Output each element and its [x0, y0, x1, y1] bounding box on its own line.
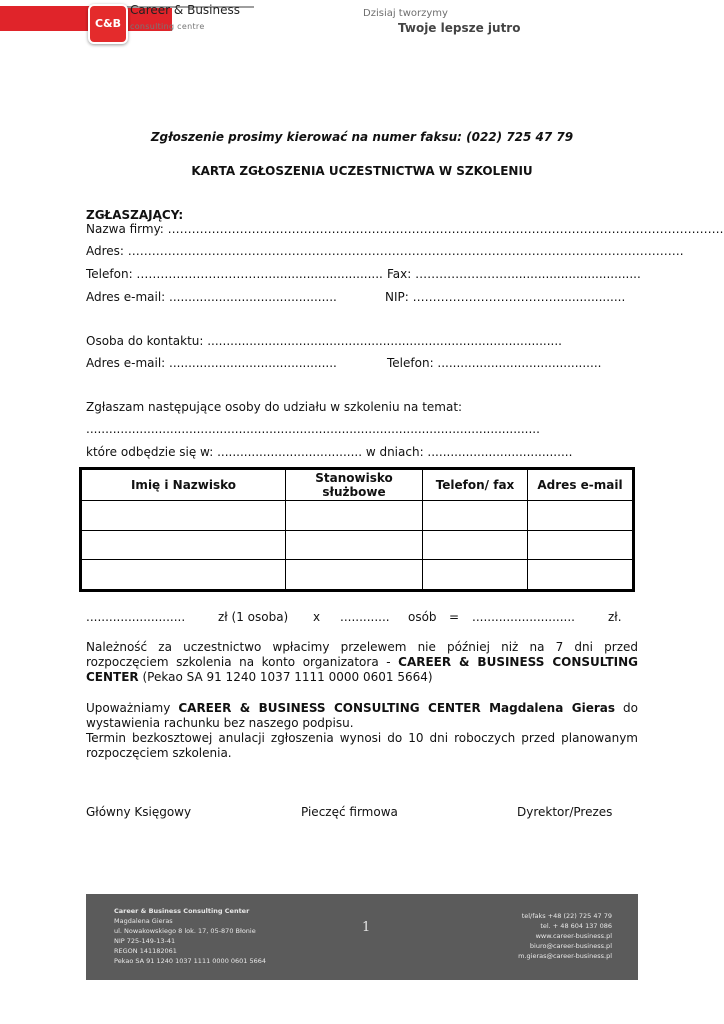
signature-chief-accountant: Główny Księgowy: [86, 805, 192, 819]
footer-owner: Magdalena Gieras: [114, 917, 173, 925]
table-row: [82, 501, 633, 531]
table-cell[interactable]: [286, 501, 423, 531]
contact-person-field[interactable]: Osoba do kontaktu: .............................................................................................: [86, 334, 562, 348]
footer-website[interactable]: www.career-business.pl: [535, 932, 612, 940]
payment-text: Należność za uczestnictwo wpłacimy przelewem nie później niż na 7 dni przed rozpoczęciem szkolenia na konto organizatora -: [86, 640, 638, 669]
column-header-name: Imię i Nazwisko: [82, 470, 286, 501]
footer-nip: NIP 725-149-13-41: [114, 937, 176, 945]
tagline-line-1: Dzisiaj tworzymy: [363, 8, 448, 19]
phone-field[interactable]: Telefon: ……………………………..............................: [86, 267, 383, 281]
cost-amount-field[interactable]: ..........................: [86, 610, 186, 624]
signature-company-stamp: Pieczęć firmowa: [301, 805, 398, 819]
table-cell[interactable]: [423, 501, 528, 531]
payment-paragraph: [86, 640, 638, 685]
company-name-field[interactable]: Nazwa firmy: ………………………………………………………………………………………………………………………….: [86, 222, 724, 236]
fax-instruction: Zgłoszenie prosimy kierować na numer faksu: (022) 725 47 79: [150, 130, 574, 144]
footer-email-personal[interactable]: m.gieras@career-business.pl: [518, 952, 612, 960]
cost-total-field[interactable]: ...........................: [472, 610, 575, 624]
footer-bar: [86, 894, 638, 980]
cost-times-sign: x: [313, 610, 321, 624]
training-topic-field[interactable]: .......................................................................................................................: [86, 422, 540, 436]
footer-address: ul. Nowakowskiego 8 lok. 17, 05-870 Błonie: [114, 927, 256, 935]
training-date-field[interactable]: które odbędzie się w: ...................................... w dniach: ......................................: [86, 445, 573, 459]
nip-field[interactable]: NIP: ………………………………..................: [385, 290, 626, 304]
table-cell[interactable]: [286, 560, 423, 590]
table-cell[interactable]: [528, 501, 633, 531]
page-title: KARTA ZGŁOSZENIA UCZESTNICTWA W SZKOLENIU: [191, 164, 533, 178]
table-cell[interactable]: [423, 560, 528, 590]
payment-organizer: CAREER & BUSINESS CONSULTING CENTER: [86, 655, 638, 684]
table-row: [82, 530, 633, 560]
column-header-position: Stanowisko służbowe: [286, 470, 423, 501]
authorization-text: Upoważniamy: [86, 701, 179, 715]
contact-email-field[interactable]: Adres e-mail: ............................................: [86, 356, 337, 370]
footer-mobile: tel. + 48 604 137 086: [540, 922, 612, 930]
cost-equals-sign: =: [449, 610, 460, 624]
email-field[interactable]: Adres e-mail: ............................................: [86, 290, 337, 304]
table-cell[interactable]: [82, 560, 286, 590]
table-cell[interactable]: [528, 560, 633, 590]
table-cell[interactable]: [82, 530, 286, 560]
participants-table: [79, 467, 635, 592]
cb-logo-icon: C&B: [88, 4, 128, 44]
table-cell[interactable]: [423, 530, 528, 560]
footer-company: Career & Business Consulting Center: [114, 907, 250, 915]
training-intro: Zgłaszam następujące osoby do udziału w szkoleniu na temat:: [86, 400, 463, 414]
applicant-heading: ZGŁASZAJĄCY:: [86, 208, 184, 222]
cost-per-person-label: zł (1 osoba): [218, 610, 289, 624]
authorization-paragraph: [86, 701, 638, 731]
table-row: [82, 560, 633, 590]
fax-field[interactable]: Fax: ……………………..................................: [387, 267, 641, 281]
authorization-end: do wystawienia rachunku bez naszego podpisu.: [86, 701, 639, 730]
footer-phone: tel/faks +48 (22) 725 47 79: [521, 912, 612, 920]
cost-persons-label: osób: [408, 610, 437, 624]
column-header-phone: Telefon/ fax: [423, 470, 528, 501]
cost-currency-label: zł.: [608, 610, 622, 624]
footer-regon: REGON 141182061: [114, 947, 177, 955]
table-cell[interactable]: [528, 530, 633, 560]
page-number: 1: [362, 920, 371, 935]
cancellation-paragraph: Termin bezkosztowej anulacji zgłoszenia wynosi do 10 dni roboczych przed planowanym rozpoczęciem szkolenia.: [86, 731, 638, 760]
letterhead: [0, 0, 540, 52]
authorization-organizer: CAREER & BUSINESS CONSULTING CENTER Magdalena Gieras: [178, 701, 615, 715]
table-cell[interactable]: [82, 501, 286, 531]
cost-count-field[interactable]: .............: [340, 610, 390, 624]
contact-phone-field[interactable]: Telefon: ...........................................: [387, 356, 602, 370]
table-header-row: [82, 470, 633, 501]
tagline-line-2: Twoje lepsze jutro: [398, 21, 521, 35]
footer-email-office[interactable]: biuro@career-business.pl: [529, 942, 612, 950]
brand-subtitle: consulting centre: [130, 22, 205, 31]
signature-director: Dyrektor/Prezes: [517, 805, 613, 819]
column-header-email: Adres e-mail: [528, 470, 633, 501]
brand-name: Career & Business: [130, 3, 241, 17]
table-cell[interactable]: [286, 530, 423, 560]
payment-account: (Pekao SA 91 1240 1037 1111 0000 0601 5664): [138, 670, 433, 684]
address-field[interactable]: Adres: ………………………………………………………………………………………………………………………….: [86, 244, 684, 258]
footer-bank: Pekao SA 91 1240 1037 1111 0000 0601 5664: [114, 957, 267, 965]
